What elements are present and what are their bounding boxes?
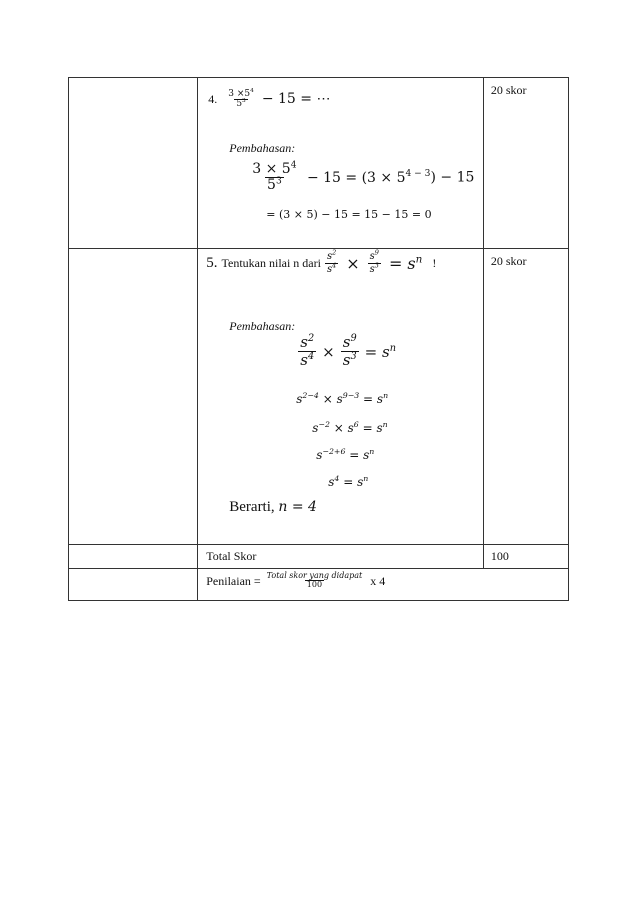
total-label-cell xyxy=(198,545,484,569)
pembahasan-label: Pembahasan: xyxy=(229,319,296,333)
penilaian-formula xyxy=(198,569,568,593)
question-5-row xyxy=(69,249,569,545)
q5-line-1: $\frac{s^2}{s^4}$ × $\frac{s^9}{s^3}$ = $s^n$ xyxy=(300,333,396,369)
question-5-line: 5. Tentukan nilai n dari $\frac{s^2}{s^4}$ × $\frac{s^9}{s^3}$ = $s^n$ ! xyxy=(206,248,437,275)
q4-step-2: = (3 × 5) − 15 = 15 − 15 = 0 xyxy=(266,208,432,221)
q5-line-2: $s^{2-4} \times s^{9-3} = s^n$ xyxy=(296,391,389,406)
scoring-table xyxy=(68,77,569,601)
total-value-cell xyxy=(483,545,568,569)
blank-cell xyxy=(69,569,198,601)
total-row xyxy=(69,545,569,569)
question-4-line xyxy=(208,90,330,110)
blank-cell xyxy=(69,249,198,545)
score-cell xyxy=(483,249,568,545)
blank-cell xyxy=(69,545,198,569)
penilaian-row xyxy=(69,569,569,601)
q4-step-1-fraction: $\frac{3 \times 5^4}{5^3}$ xyxy=(252,160,297,193)
q5-conclusion: Berarti, n = 4 xyxy=(229,499,317,515)
q5-line-5: $s^4 = s^n$ xyxy=(328,474,369,489)
question-4-cell xyxy=(198,78,484,249)
penilaian-suffix: x 4 xyxy=(370,573,386,588)
q4-step-1: $\frac{3 \times 5^4}{5^3}$ − $15 = (3 \times 5^{4 - 3}) - 15$ xyxy=(252,160,475,193)
penilaian-label: Penilaian = xyxy=(206,573,261,588)
total-label: Total Skor xyxy=(206,549,257,563)
blank-cell xyxy=(69,78,198,249)
q5-fraction-1: $\frac{s^2}{s^4}$ xyxy=(326,248,337,275)
score-cell xyxy=(483,78,568,249)
question-4-rest: − 15 = ⋯ xyxy=(261,90,331,107)
question-5-prompt: Tentukan nilai n dari xyxy=(221,255,321,270)
question-number: 5. xyxy=(206,254,218,271)
total-value: 100 xyxy=(490,549,509,563)
score-value: 20 skor xyxy=(490,83,527,97)
q5-fraction-2: $\frac{s^9}{s^3}$ xyxy=(369,248,379,275)
question-number: 4. xyxy=(208,91,218,106)
penilaian-fraction: $\frac{\text{Total skor yang didapat}}{100}$ xyxy=(266,571,363,590)
question-4-row xyxy=(69,78,569,249)
pembahasan-label: Pembahasan: xyxy=(229,141,296,155)
score-value: 20 skor xyxy=(490,254,527,268)
penilaian-cell xyxy=(198,569,569,601)
q5-line-3: $s^{-2} \times s^6 = s^n$ xyxy=(312,420,388,435)
question-5-cell xyxy=(198,249,484,545)
question-4-fraction: $\frac{3 \times 5^4}{5^3}$ xyxy=(228,88,254,110)
q5-line-4: $s^{-2+6} = s^n$ xyxy=(316,447,375,462)
